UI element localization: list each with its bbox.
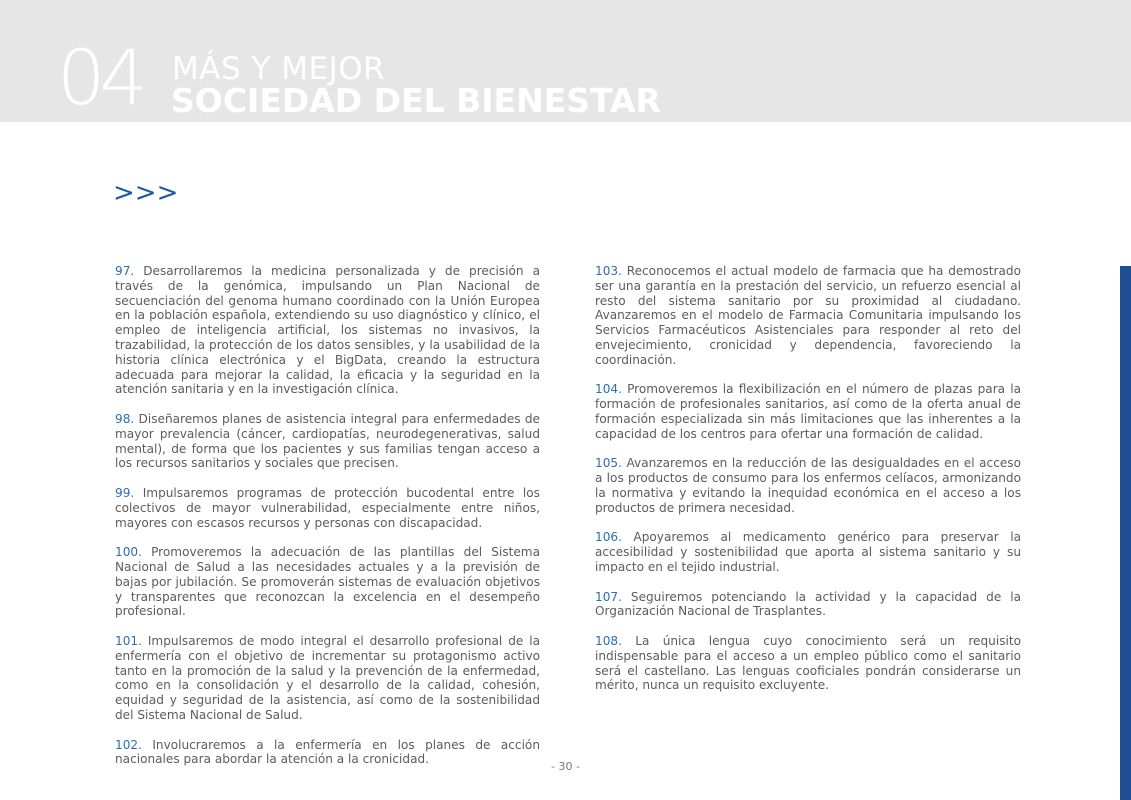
list-item — [115, 264, 540, 397]
list-item — [595, 382, 1021, 441]
item-text: Desarrollaremos la medicina personalizada y de precisión a través de la genómica, impulsando un Plan Nacional de secuenciación del genoma humano coordinado con la Unión Europea en la población española, extendiendo su uso diagnóstico y clínico, el empleo de inteligencia artificial, los sistemas no invasivos, la trazabilidad, la protección de los datos sensibles, y la usabilidad de la historia clínica electrónica y el BigData, creando la estructura adecuada para mejorar la calidad, la eficacia y la seguridad en la atención sanitaria y en la investigación clínica. — [115, 264, 540, 397]
item-number: 101. — [115, 633, 142, 648]
list-item — [115, 412, 540, 471]
chapter-title-line1: MÁS Y MEJOR — [172, 51, 386, 87]
item-number: 105. — [595, 456, 622, 471]
list-item — [595, 590, 1021, 620]
item-text: La única lengua cuyo conocimiento será un requisito indispensable para el acceso a un empleo público como el sanitario será el castellano. Las lenguas cooficiales pondrán considerarse un mérito, nunca un requisito excluyente. — [595, 633, 1021, 693]
item-number: 100. — [115, 545, 142, 560]
item-text: Promoveremos la adecuación de las plantillas del Sistema Nacional de Salud a las necesidades actuales y a la previsión de bajas por jubilación. Se promoverán sistemas de evaluación objetivos y transparentes que reconozcan la excelencia en el desempeño profesional. — [115, 545, 540, 619]
item-text: Involucraremos a la enfermería en los planes de acción nacionales para abordar la atención a la cronicidad. — [115, 737, 540, 767]
right-column — [595, 264, 1021, 708]
item-number: 97. — [115, 264, 135, 278]
item-text: Diseñaremos planes de asistencia integral para enfermedades de mayor prevalencia (cáncer, cardiopatías, neurodegenerativas, salud mental), de forma que los pacientes y sus familias tengan acceso a los recursos sanitarios y sociales que precisen. — [115, 411, 540, 471]
list-item — [595, 264, 1021, 368]
item-text: Reconocemos el actual modelo de farmacia que ha demostrado ser una garantía en la prestación del servicio, un refuerzo esencial al resto del sistema sanitario por su proximidad al ciudadano. Avanzaremos en el modelo de Farmacia Comunitaria impulsando los Servicios Farmacéuticos Asistenciales para responder al reto del envejecimiento, cronicidad y dependencia, favoreciendo la coordinación. — [595, 264, 1021, 367]
list-item — [595, 634, 1021, 693]
page-number: - 30 - — [551, 760, 580, 773]
chapter-title-line2: SOCIEDAD DEL BIENESTAR — [171, 81, 661, 120]
list-item — [115, 486, 540, 530]
item-number: 108. — [595, 633, 622, 648]
item-number: 102. — [115, 737, 142, 752]
item-text: Impulsaremos programas de protección bucodental entre los colectivos de mayor vulnerabilidad, especialmente entre niños, mayores con escasos recursos y personas con discapacidad. — [115, 485, 540, 530]
chevrons-icon: >>> — [113, 178, 179, 208]
left-column — [115, 264, 540, 782]
item-text: Avanzaremos en la reducción de las desigualdades en el acceso a los productos de consumo para los enfermos celíacos, armonizando la normativa y evitando la inequidad económica en el acceso a los productos de primera necesidad. — [595, 456, 1021, 515]
item-number: 103. — [595, 264, 622, 278]
side-accent-bar — [1120, 266, 1131, 800]
chapter-number: 04 — [57, 33, 142, 122]
item-number: 98. — [115, 411, 135, 426]
item-number: 106. — [595, 530, 622, 545]
item-number: 104. — [595, 382, 622, 397]
item-text: Apoyaremos al medicamento genérico para preservar la accesibilidad y sostenibilidad que aporta al sistema sanitario y su impacto en el tejido industrial. — [595, 530, 1021, 574]
item-text: Promoveremos la flexibilización en el número de plazas para la formación de profesionales sanitarios, así como de la oferta anual de formación especializada sin más limitaciones que las inherentes a la capacidad de los centros para ofertar una formación de calidad. — [595, 382, 1021, 441]
list-item — [115, 545, 540, 619]
item-text: Impulsaremos de modo integral el desarrollo profesional de la enfermería con el objetivo de incrementar su protagonismo activo tanto en la promoción de la salud y la prevención de la enfermedad, como en la consolidación y el desarrollo de la calidad, cohesión, equidad y seguridad de la asistencia, así como de la sostenibilidad del Sistema Nacional de Salud. — [115, 633, 540, 722]
chapter-header — [0, 0, 1131, 122]
item-text: Seguiremos potenciando la actividad y la capacidad de la Organización Nacional de Trasplantes. — [595, 589, 1021, 619]
item-number: 107. — [595, 589, 622, 604]
list-item — [595, 530, 1021, 574]
list-item — [595, 456, 1021, 515]
list-item — [115, 634, 540, 723]
item-number: 99. — [115, 485, 135, 500]
